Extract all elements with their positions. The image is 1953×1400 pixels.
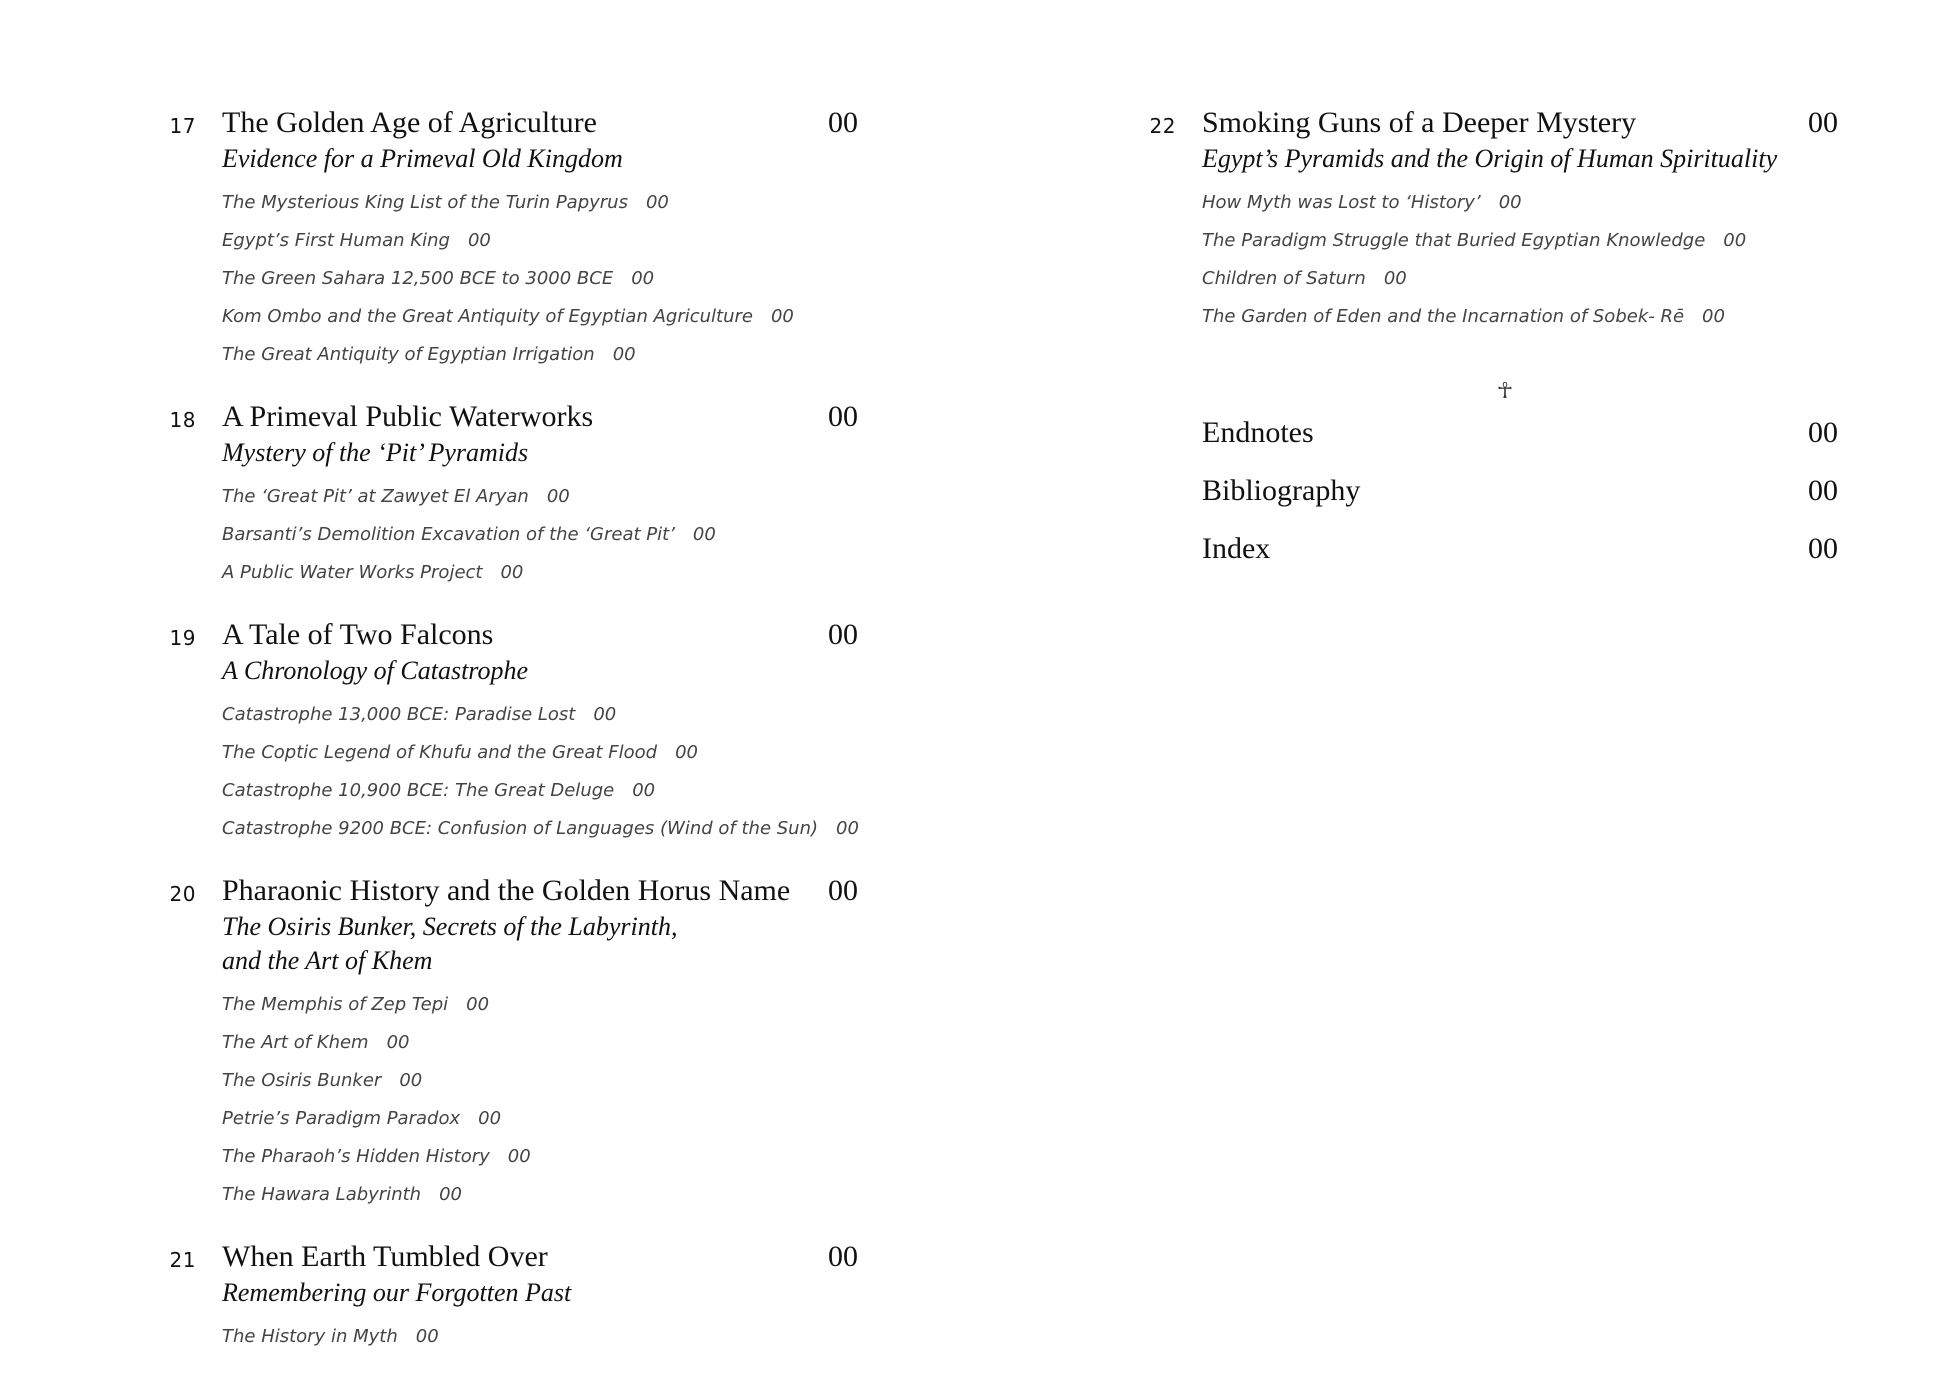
chapter-body <box>222 398 880 592</box>
section-entry[interactable] <box>222 734 880 772</box>
section-list <box>222 184 880 374</box>
chapter-subtitle: and the Art of Khem <box>222 946 433 975</box>
chapter-number: 21 <box>169 1248 196 1272</box>
section-title: The History in Myth <box>222 1326 398 1347</box>
section-entry[interactable] <box>222 222 880 260</box>
section-entry[interactable] <box>222 478 880 516</box>
section-entry[interactable] <box>222 184 880 222</box>
section-entry[interactable] <box>1202 222 1840 260</box>
chapter-body <box>222 872 880 1214</box>
section-page-number: 00 <box>645 192 669 213</box>
chapter-title[interactable]: When Earth Tumbled Over <box>222 1240 548 1273</box>
section-title: Egypt’s First Human King <box>222 230 450 251</box>
chapter-title[interactable]: A Tale of Two Falcons <box>222 618 494 651</box>
section-entry[interactable] <box>222 810 880 848</box>
ankh-ornament-icon: ☥ <box>1496 379 1514 404</box>
section-title: A Public Water Works Project <box>222 562 483 583</box>
section-title: The Green Sahara 12,500 BCE to 3000 BCE <box>222 268 614 289</box>
section-title: The Osiris Bunker <box>222 1070 382 1091</box>
section-page-number: 00 <box>675 742 698 763</box>
chapter-page-number: 00 <box>1808 106 1838 139</box>
section-title: The ‘Great Pit’ at Zawyet El Aryan <box>222 486 529 507</box>
chapter-number: 19 <box>169 626 196 650</box>
section-page-number: 00 <box>478 1108 502 1129</box>
section-page-number: 00 <box>500 562 524 583</box>
back-matter-label: Endnotes <box>1202 416 1314 449</box>
chapter-entry <box>160 104 880 374</box>
chapter-title[interactable]: A Primeval Public Waterworks <box>222 400 594 433</box>
section-page-number: 00 <box>466 994 490 1015</box>
section-entry[interactable] <box>222 336 880 374</box>
chapter-title-row <box>222 616 880 654</box>
chapter-subtitle: Remembering our Forgotten Past <box>222 1278 572 1307</box>
section-entry[interactable] <box>222 986 880 1024</box>
section-entry[interactable] <box>222 554 880 592</box>
chapter-body <box>222 1238 880 1356</box>
back-matter-entry[interactable] <box>1202 462 1840 520</box>
section-entry[interactable] <box>1202 184 1840 222</box>
section-entry[interactable] <box>222 696 880 734</box>
section-title: Catastrophe 13,000 BCE: Paradise Lost <box>222 704 576 725</box>
section-page-number: 00 <box>1723 230 1747 251</box>
section-title: How Myth was Lost to ‘History’ <box>1202 192 1481 213</box>
section-title: The Memphis of Zep Tepi <box>222 994 449 1015</box>
section-list <box>222 696 880 848</box>
back-matter-label: Index <box>1202 532 1271 565</box>
chapter-number: 22 <box>1149 114 1176 138</box>
section-page-number: 00 <box>386 1032 410 1053</box>
back-matter-label: Bibliography <box>1202 474 1361 507</box>
section-title: Kom Ombo and the Great Antiquity of Egyptian Agriculture <box>222 306 753 327</box>
chapter-subtitle: Mystery of the ‘Pit’ Pyramids <box>222 438 529 467</box>
section-title: The Hawara Labyrinth <box>222 1184 422 1205</box>
section-page-number: 00 <box>415 1326 439 1347</box>
chapter-entry <box>160 398 880 592</box>
section-title: Barsanti’s Demolition Excavation of the ‘Great Pit’ <box>222 524 675 545</box>
section-entry[interactable] <box>222 1176 880 1214</box>
section-entry[interactable] <box>222 772 880 810</box>
chapter-subtitle: A Chronology of Catastrophe <box>222 656 528 685</box>
chapter-title-row <box>222 104 880 142</box>
section-title: The Mysterious King List of the Turin Papyrus <box>222 192 628 213</box>
back-matter-page-number: 00 <box>1808 416 1838 449</box>
chapter-page-number: 00 <box>828 106 858 139</box>
section-title: The Coptic Legend of Khufu and the Great Flood <box>222 742 658 763</box>
chapter-title-row <box>1202 104 1840 142</box>
chapter-title-row <box>222 1238 880 1276</box>
toc-left-column <box>160 104 880 1380</box>
section-page-number: 00 <box>770 306 794 327</box>
chapter-title[interactable]: Pharaonic History and the Golden Horus Name <box>222 874 791 907</box>
chapter-body <box>1202 104 1840 336</box>
section-entry[interactable] <box>222 1024 880 1062</box>
chapter-subtitle: Evidence for a Primeval Old Kingdom <box>222 144 623 173</box>
section-list <box>222 1318 880 1356</box>
section-entry[interactable] <box>1202 298 1840 336</box>
section-page-number: 00 <box>1383 268 1407 289</box>
section-page-number: 00 <box>631 268 655 289</box>
chapter-number: 20 <box>169 882 196 906</box>
chapter-title-row <box>222 872 880 910</box>
chapter-body <box>222 104 880 374</box>
section-page-number: 00 <box>399 1070 423 1091</box>
chapter-number: 18 <box>169 408 196 432</box>
section-page-number: 00 <box>1498 192 1522 213</box>
section-title: The Garden of Eden and the Incarnation of Sobek- Rē <box>1202 306 1685 327</box>
back-matter-page-number: 00 <box>1808 532 1838 565</box>
toc-right-column <box>1140 104 1840 578</box>
section-list <box>222 478 880 592</box>
section-page-number: 00 <box>1702 306 1725 327</box>
chapter-number: 17 <box>169 114 196 138</box>
back-matter-entry[interactable] <box>1202 520 1840 578</box>
back-matter-list <box>1202 404 1840 578</box>
section-page-number: 00 <box>439 1184 462 1205</box>
chapter-entry <box>160 616 880 848</box>
section-entry[interactable] <box>222 260 880 298</box>
section-list <box>222 986 880 1214</box>
section-title: The Pharaoh’s Hidden History <box>222 1146 490 1167</box>
section-entry[interactable] <box>222 1318 880 1356</box>
section-title: Catastrophe 10,900 BCE: The Great Deluge <box>222 780 615 801</box>
section-title: The Paradigm Struggle that Buried Egyptian Knowledge <box>1202 230 1706 251</box>
section-entry[interactable] <box>222 1062 880 1100</box>
back-matter-page-number: 00 <box>1808 474 1838 507</box>
section-list <box>1202 184 1840 336</box>
section-entry[interactable] <box>222 516 880 554</box>
chapter-page-number: 00 <box>828 1240 858 1273</box>
section-title: The Great Antiquity of Egyptian Irrigation <box>222 344 595 365</box>
section-title: Children of Saturn <box>1202 268 1366 289</box>
section-title: Petrie’s Paradigm Paradox <box>222 1108 461 1129</box>
section-title: The Art of Khem <box>222 1032 369 1053</box>
section-page-number: 00 <box>632 780 656 801</box>
section-entry[interactable] <box>222 298 880 336</box>
chapter-page-number: 00 <box>828 874 858 907</box>
section-entry[interactable] <box>222 1100 880 1138</box>
section-page-number: 00 <box>612 344 636 365</box>
chapter-body <box>222 616 880 848</box>
chapter-subtitle: The Osiris Bunker, Secrets of the Labyrinth, <box>222 912 678 941</box>
chapter-title[interactable]: The Golden Age of Agriculture <box>222 106 597 139</box>
chapter-entry <box>160 872 880 1214</box>
chapter-entry <box>160 1238 880 1356</box>
section-page-number: 00 <box>507 1146 531 1167</box>
section-entry[interactable] <box>1202 260 1840 298</box>
section-page-number: 00 <box>467 230 491 251</box>
chapter-entry <box>1140 104 1840 336</box>
chapter-subtitle: Egypt’s Pyramids and the Origin of Human Spirituality <box>1202 144 1778 173</box>
chapter-title[interactable]: Smoking Guns of a Deeper Mystery <box>1202 106 1637 139</box>
section-entry[interactable] <box>222 1138 880 1176</box>
back-matter-entry[interactable] <box>1202 404 1840 462</box>
section-page-number: 00 <box>692 524 716 545</box>
section-page-number: 00 <box>836 818 859 839</box>
section-page-number: 00 <box>593 704 617 725</box>
section-title: Catastrophe 9200 BCE: Confusion of Languages (Wind of the Sun) <box>222 818 819 839</box>
chapter-page-number: 00 <box>828 618 858 651</box>
chapter-page-number: 00 <box>828 400 858 433</box>
section-page-number: 00 <box>546 486 570 507</box>
chapter-title-row <box>222 398 880 436</box>
